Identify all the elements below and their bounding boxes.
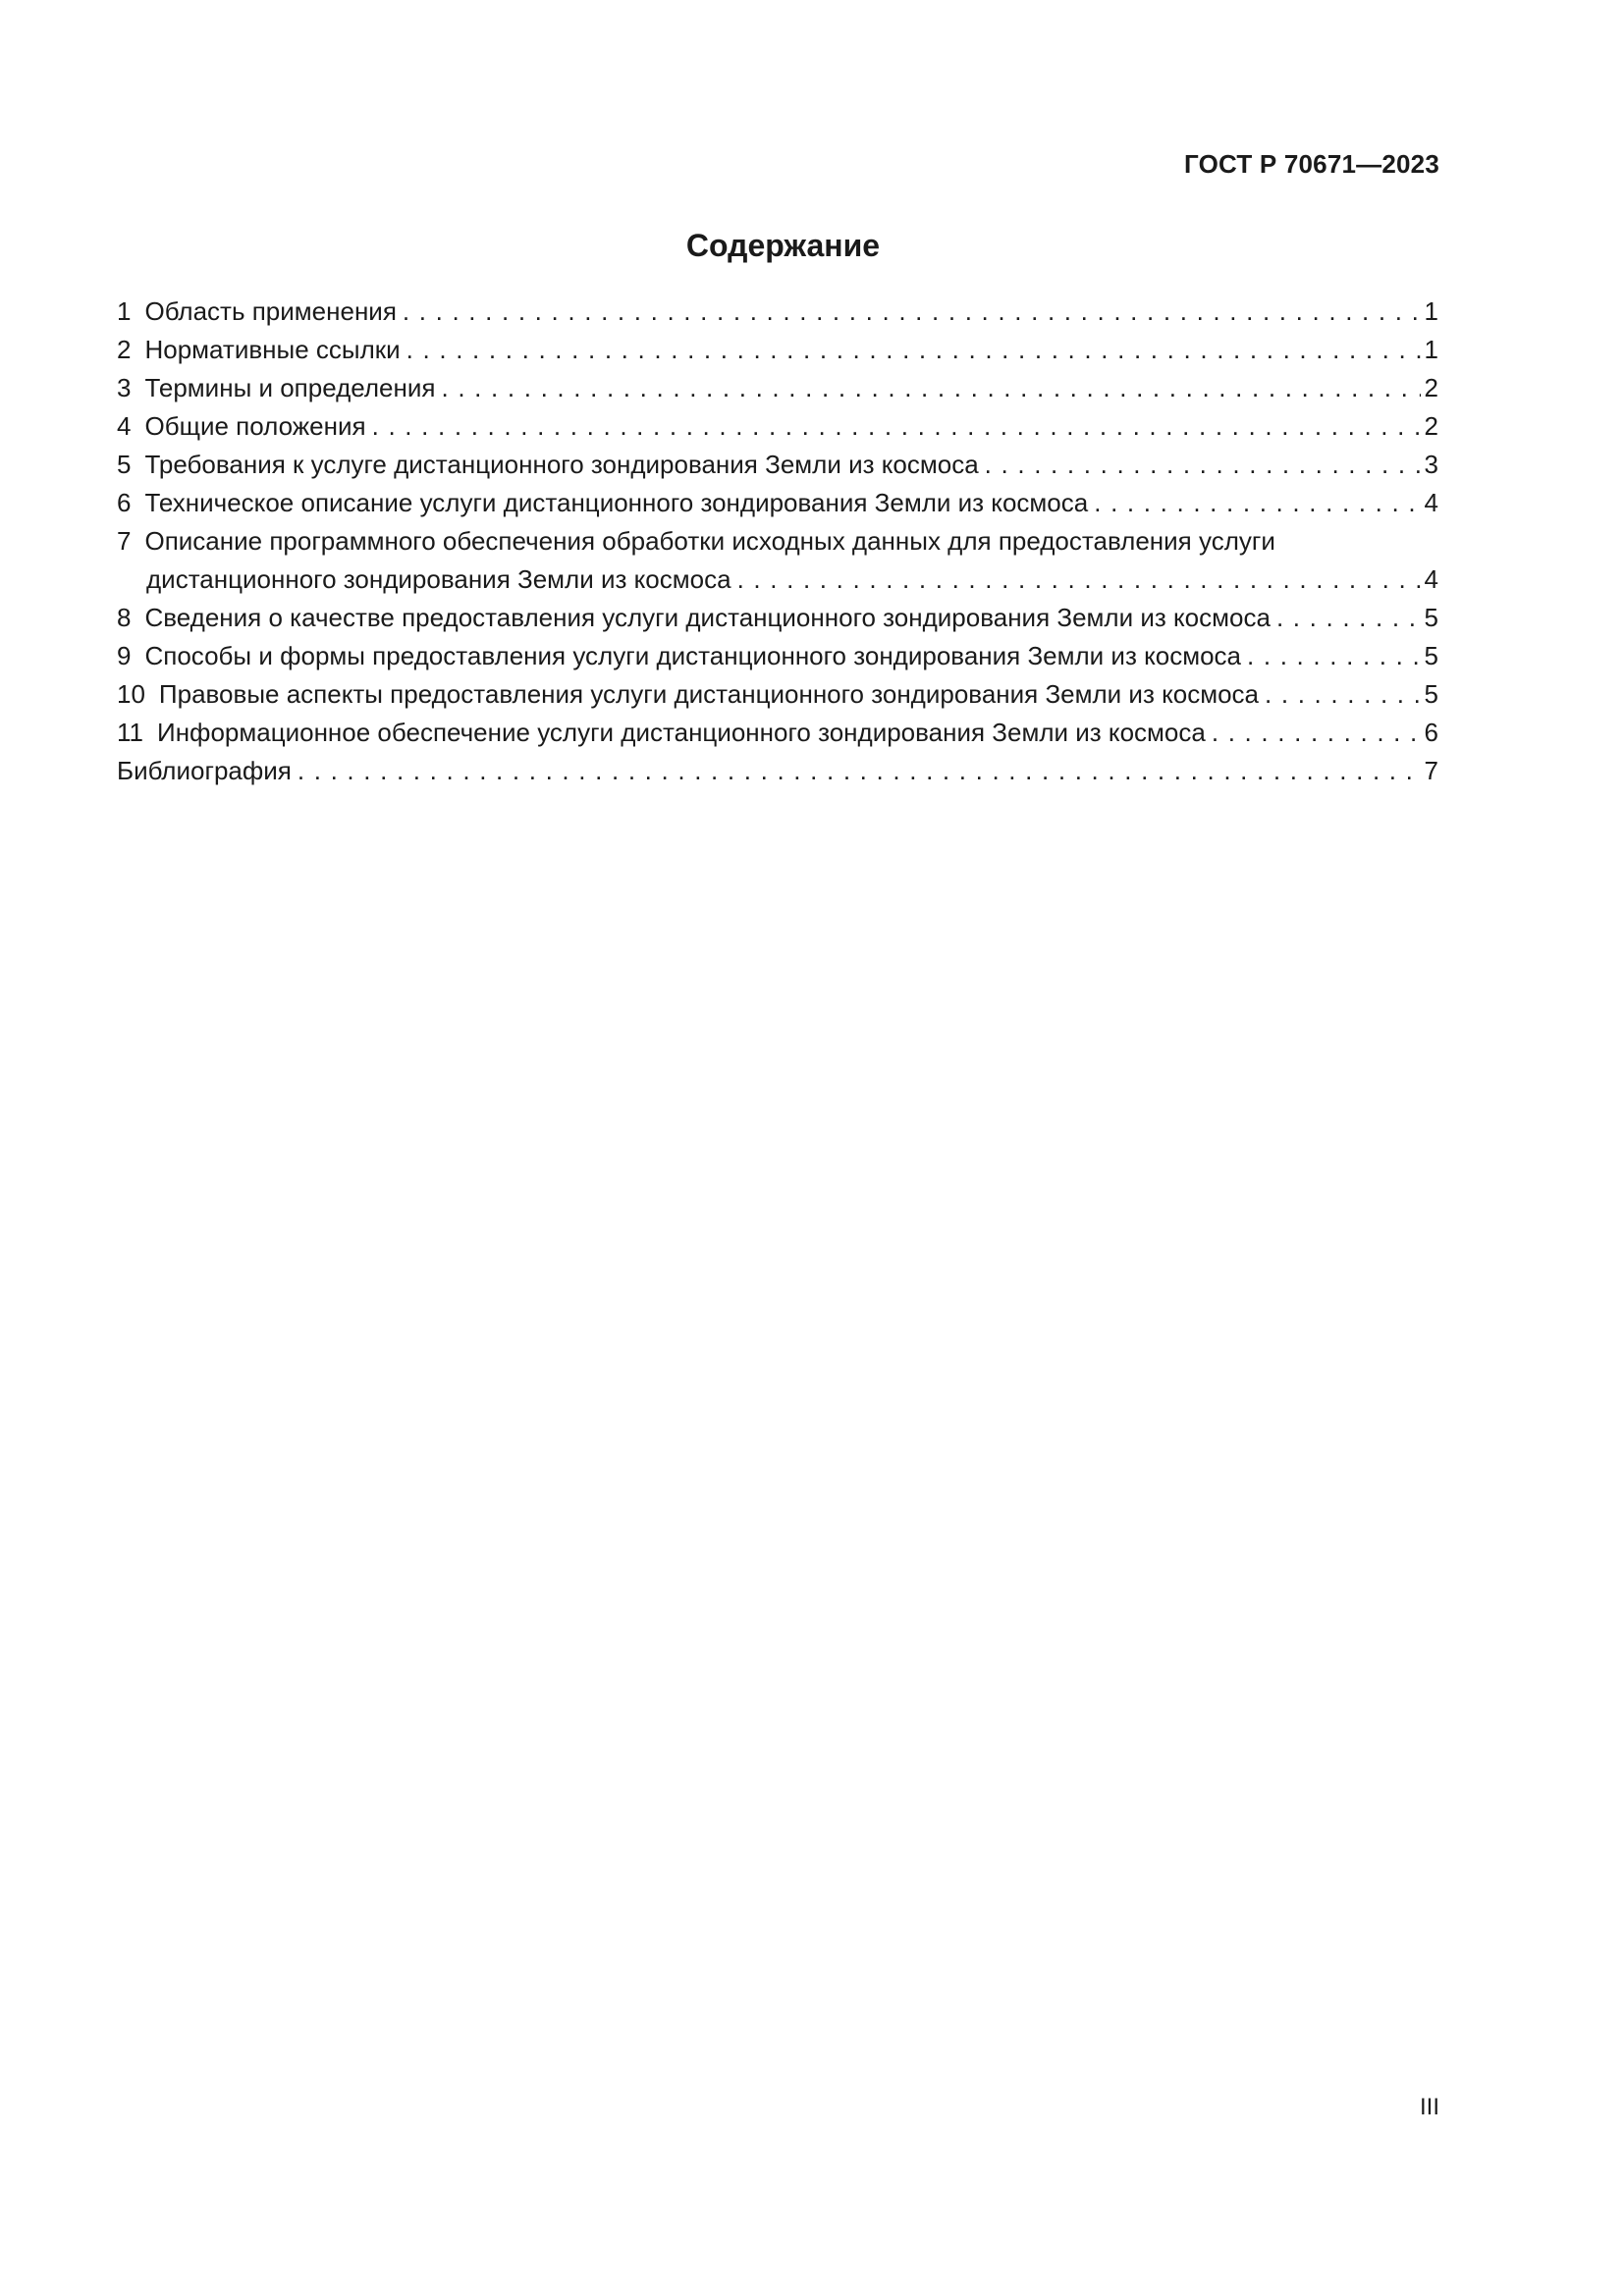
toc-entry-11[interactable] bbox=[117, 714, 1438, 752]
toc-entry-title: Правовые аспекты предоставления услуги дистанционного зондирования Земли из космоса bbox=[158, 679, 1260, 709]
toc-entry-page: 5 bbox=[1424, 603, 1438, 632]
toc-entry-page: 5 bbox=[1424, 641, 1438, 670]
toc-entry-number: 2 bbox=[117, 335, 132, 364]
dot-leader bbox=[1276, 599, 1421, 637]
dot-leader bbox=[1212, 714, 1421, 752]
toc-entry-title-line1: Описание программного обеспечения обработки исходных данных для предоставления услуги bbox=[144, 526, 1275, 556]
toc-entry-title: Термины и определения bbox=[144, 373, 436, 402]
toc-entry-number: 10 bbox=[117, 679, 145, 709]
dot-leader bbox=[441, 369, 1420, 407]
toc-entry-title: Нормативные ссылки bbox=[144, 335, 401, 364]
dot-leader bbox=[737, 561, 1421, 599]
toc-entry-1[interactable] bbox=[117, 293, 1438, 331]
toc-entry-number: 1 bbox=[117, 296, 132, 326]
toc-entry-title: Требования к услуге дистанционного зондирования Земли из космоса bbox=[144, 450, 979, 479]
toc-entry-page: 1 bbox=[1424, 296, 1438, 326]
toc-entry-number: 5 bbox=[117, 450, 132, 479]
toc-entry-number: 9 bbox=[117, 641, 132, 670]
dot-leader bbox=[1094, 484, 1420, 522]
toc-entry-number: 6 bbox=[117, 488, 132, 517]
toc-title: Содержание bbox=[685, 228, 881, 263]
dot-leader bbox=[298, 752, 1421, 790]
toc-entry-title: Библиография bbox=[117, 756, 292, 785]
toc-entry-number: 11 bbox=[117, 718, 143, 747]
toc-entry-page: 3 bbox=[1424, 450, 1438, 479]
dot-leader bbox=[1247, 637, 1421, 675]
toc-entry-title: Информационное обеспечение услуги дистанционного зондирования Земли из космоса bbox=[157, 718, 1206, 747]
toc-entry-5[interactable] bbox=[117, 446, 1438, 484]
toc-entry-page: 4 bbox=[1424, 564, 1438, 594]
toc-entry-number: 3 bbox=[117, 373, 132, 402]
toc-entry-number: 7 bbox=[117, 526, 132, 556]
toc-entry-page: 4 bbox=[1424, 488, 1438, 517]
toc-entry-9[interactable] bbox=[117, 637, 1438, 675]
table-of-contents bbox=[117, 293, 1438, 790]
dot-leader bbox=[985, 446, 1421, 484]
toc-entry-page: 7 bbox=[1424, 756, 1438, 785]
document-code: ГОСТ Р 70671—2023 bbox=[1184, 149, 1439, 179]
toc-entry-2[interactable] bbox=[117, 331, 1438, 369]
toc-entry-bibliography[interactable] bbox=[117, 752, 1438, 790]
toc-entry-title: Общие положения bbox=[144, 411, 366, 441]
toc-entry-page: 5 bbox=[1424, 679, 1438, 709]
toc-entry-6[interactable] bbox=[117, 484, 1438, 522]
toc-entry-page: 1 bbox=[1424, 335, 1438, 364]
toc-entry-title-line2: дистанционного зондирования Земли из космоса bbox=[146, 564, 731, 594]
toc-entry-title: Область применения bbox=[144, 296, 397, 326]
toc-entry-3[interactable] bbox=[117, 369, 1438, 407]
page-number: III bbox=[1419, 2094, 1439, 2120]
toc-entry-7[interactable] bbox=[117, 522, 1438, 561]
toc-entry-4[interactable] bbox=[117, 407, 1438, 446]
toc-entry-title: Сведения о качестве предоставления услуги дистанционного зондирования Земли из космоса bbox=[144, 603, 1271, 632]
toc-entry-8[interactable] bbox=[117, 599, 1438, 637]
dot-leader bbox=[406, 331, 1421, 369]
toc-entry-title: Способы и формы предоставления услуги дистанционного зондирования Земли из космоса bbox=[144, 641, 1242, 670]
dot-leader bbox=[1265, 675, 1421, 714]
toc-entry-page: 2 bbox=[1424, 411, 1438, 441]
dot-leader bbox=[372, 407, 1421, 446]
toc-entry-page: 2 bbox=[1424, 373, 1438, 402]
toc-entry-7-continuation[interactable] bbox=[117, 561, 1438, 599]
toc-entry-page: 6 bbox=[1424, 718, 1438, 747]
toc-entry-number: 8 bbox=[117, 603, 132, 632]
toc-entry-title: Техническое описание услуги дистанционного зондирования Земли из космоса bbox=[144, 488, 1089, 517]
toc-entry-number: 4 bbox=[117, 411, 132, 441]
toc-entry-10[interactable] bbox=[117, 675, 1438, 714]
dot-leader bbox=[403, 293, 1421, 331]
